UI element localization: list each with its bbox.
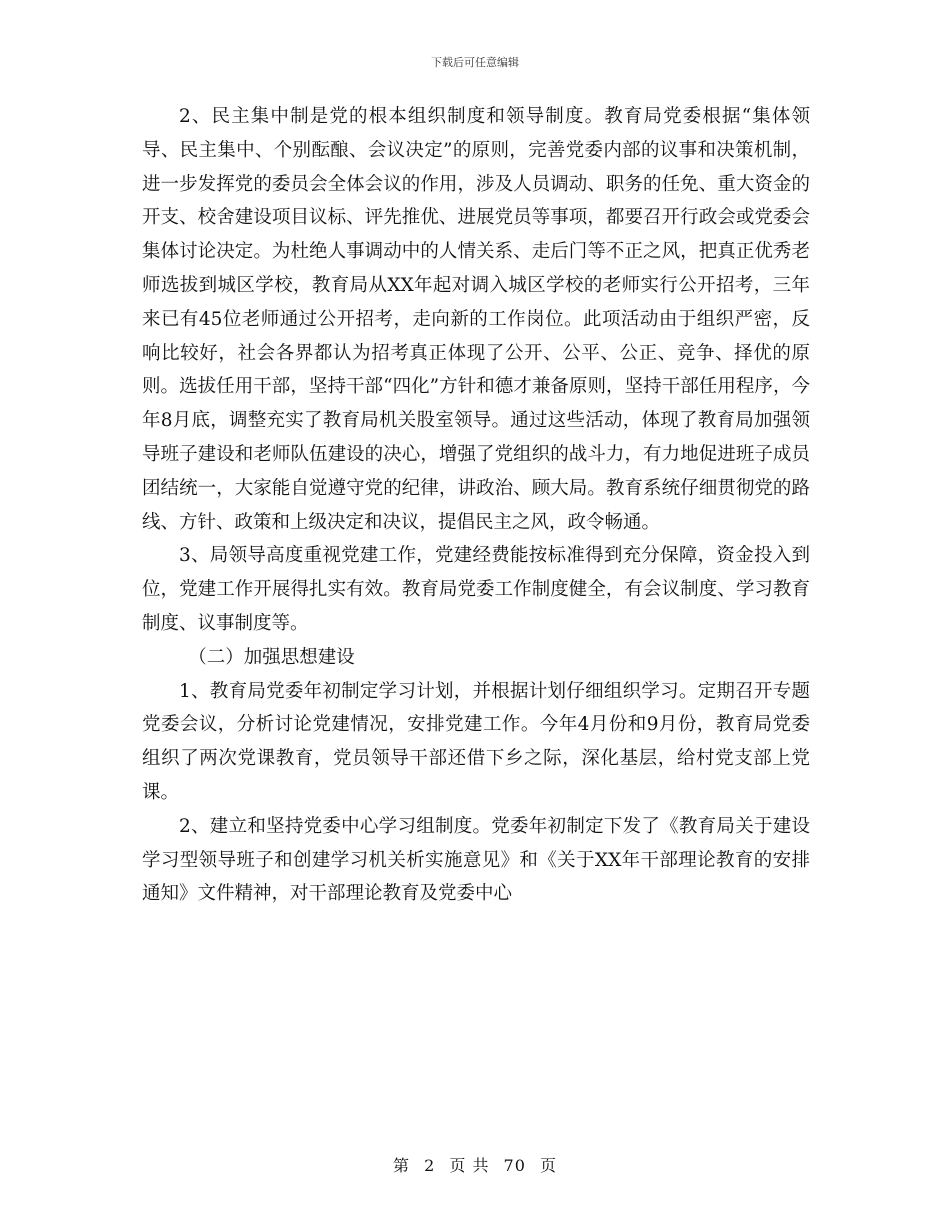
footer-prefix: 第 — [392, 1156, 410, 1175]
page-header: 下载后可任意编辑 — [431, 56, 519, 69]
document-body — [142, 100, 810, 911]
paragraph-democratic-centralism: 2、民主集中制是党的根本组织制度和领导制度。教育局党委根据“集体领导、民主集中、个别酝酿、会议决定”的原则，完善党委内部的议事和决策机制，进一步发挥党的委员会全体会议的作用，涉及人员调动、职务的任免、重大资金的开支、校舍建设项目议标、评先推优、进展党员等事项，都要召开行政会或党委会集体讨论决定。为杜绝人事调动中的人情关系、走后门等不正之风，把真正优秀老师选拔到城区学校，教育局从XX年起对调入城区学校的老师实行公开招考，三年来已有45位老师通过公开招考，走向新的工作岗位。此项活动由于组织严密，反响比较好，社会各界都认为招考真正体现了公开、公平、公正、竞争、择优的原则。选拔任用干部，坚持干部“四化”方针和德才兼备原则，坚持干部任用程序，今年8月底，调整充实了教育局机关股室领导。通过这些活动，体现了教育局加强领导班子建设和老师队伍建设的决心，增强了党组织的战斗力，有力地促进班子成员团结统一，大家能自觉遵守党的纪律，讲政治、顾大局。教育系统仔细贯彻党的路线、方针、政策和上级决定和决议，提倡民主之风，政令畅通。 — [142, 106, 810, 533]
paragraph-study-plan: 1、教育局党委年初制定学习计划，并根据计划仔细组织学习。定期召开专题党委会议，分析讨论党建情况，安排党建工作。今年4月份和9月份，教育局党委组织了两次党课教育，党员领导干部还借下乡之际，深化基层，给村党支部上党课。 — [142, 680, 810, 803]
paragraph-study-group: 2、建立和坚持党委中心学习组制度。党委年初制定下发了《教育局关于建设学习型领导班子和创建学习机关析实施意见》和《关于XX年干部理论教育的安排通知》文件精神，对干部理论教育及党委中心 — [142, 815, 810, 905]
page-number: 2 — [424, 1156, 436, 1175]
footer-middle: 页 共 — [449, 1156, 490, 1175]
total-pages: 70 — [503, 1156, 526, 1175]
paragraph-party-funding: 3、局领导高度重视党建工作，党建经费能按标准得到充分保障，资金投入到位，党建工作开展得扎实有效。教育局党委工作制度健全，有会议制度、学习教育制度、议事制度等。 — [142, 545, 810, 634]
section-heading: （二）加强思想建设 — [188, 646, 355, 668]
footer-suffix: 页 — [540, 1156, 558, 1175]
page-footer — [0, 1153, 950, 1176]
